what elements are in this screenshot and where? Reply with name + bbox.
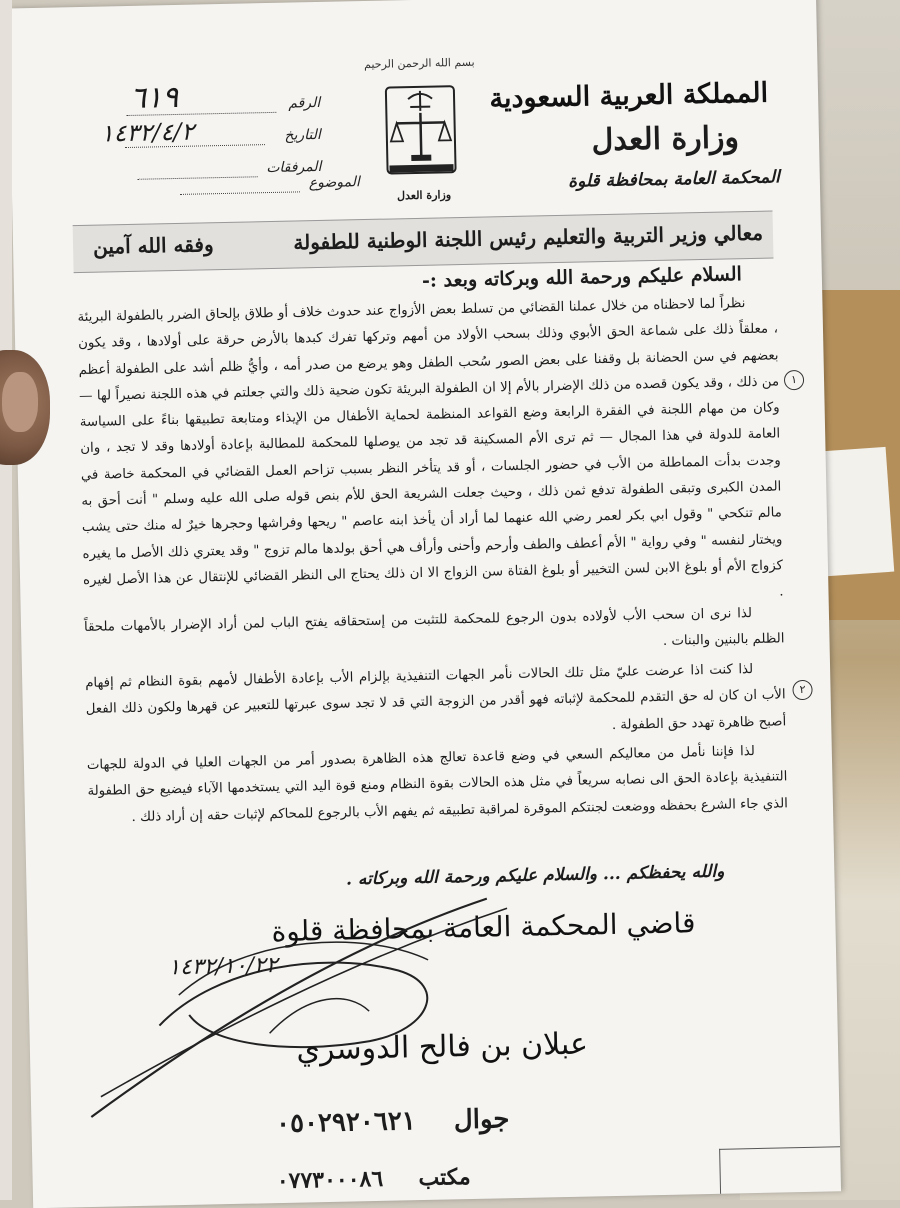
mobile-number xyxy=(276,1104,510,1139)
mobile-value: ٠٥٠٢٩٢٠٦٢١ xyxy=(275,1106,417,1140)
closing-salutation: والله يحفظكم ... والسلام عليكم ورحمة الله وبركاته . xyxy=(345,861,725,890)
letter-page xyxy=(8,0,841,1208)
margin-mark-1: ١ xyxy=(784,370,804,390)
attachments-label: المرفقات xyxy=(266,158,322,177)
paragraph-3 xyxy=(85,656,786,750)
paragraph-3-text: لذا كنت اذا عرضت عليّ مثل تلك الحالات نأمر الجهات التنفيذية بإلزام الأب بإعادة الأطفال لأمهم بقوة النظام ثم إفهام الأب ان كان له حق التقدم للمحكمة لإثباته فهو أقدر من الزوجة التي قد لا تجد سوى عبرتها للتعبير عن قهرها ولكون ذلك الفعل أصبح ظاهرة تهدد حق الطفولة . xyxy=(85,662,787,733)
margin-mark-2: ٢ xyxy=(792,680,812,700)
handwritten-signature xyxy=(67,887,552,1127)
emblem-caption: وزارة العدل xyxy=(396,188,452,203)
office-value: ٠٧٧٣٠٠٠٨٦ xyxy=(276,1165,384,1195)
office-number xyxy=(277,1164,471,1194)
court-name: المحكمة العامة بمحافظة قلوة xyxy=(567,167,781,192)
paragraph-4-text: لذا فإننا نأمل من معاليكم السعي في وضع قاعدة تعالج هذه الظاهرة بصدور أمر من الجهات العليا في الدولة للجهات التنفيذية بإعادة الحق الى نصابه سريعاً في مثل هذه الحالات بقوة النظام ومنع قوة اليد التي يستخدمها الآباء فيضيع حق الطفولة الذي جاء الشرع بحفظه ووضعت لجنتكم الموقرة لمراقبة تطبيقه ثم يفهم الأب بالرجوع للمحاكم لإثبات حقه إن أراد ذلك . xyxy=(86,743,789,825)
number-label: الرقم xyxy=(288,94,321,112)
handwritten-date: ١٤٣٢/٤/٢ xyxy=(100,117,195,148)
reference-fields xyxy=(90,75,323,220)
judge-title: قاضي المحكمة العامة بمحافظة قلوة xyxy=(271,906,696,949)
thumbnail-nail xyxy=(2,372,38,432)
paragraph-1 xyxy=(77,290,783,620)
judge-name: عبلان بن فالح الدوسري xyxy=(296,1026,589,1068)
subject-label: الموضوع xyxy=(308,174,360,192)
basmala: بسم الله الرحمن الرحيم xyxy=(363,55,475,72)
addressee-blessing: وفقه الله آمين xyxy=(92,232,214,259)
paragraph-1-text: نظراً لما لاحظناه من خلال عملنا القضائي من تسلط بعض الأزواج عند حدوث خلاف أو طلاق بإلحاق الضرر بالطفولة البريئة ، معلقاً ذلك على شماعة الحق الأبوي وذلك بسحب الأولاد من أمهم وتركها تفرك كبدها بالأرض حرقة على أولادها ، وقد يكون بعضهم في سن الحضانة بل وقفنا على بعض الصور سُحب الطفل وهو يرضع من صدر أمه ، وأيُّ ظلم أشد على الطفولة أعظم من ذلك ، وقد يكون قصده من ذلك الإضرار بالأم إلا ان الطفولة البريئة تكون ضحية ذلك والتي جعلتم في هذه اللجنة نصيراً لها — وكان من مهام اللجنة في الفقرة الرابعة وضع القواعد المنظمة لحماية الأطفال من الإيذاء ومتابعة تطبيقها بناءً على السياسة العامة للدولة في هذا المجال — ثم ترى الأم المسكينة قد تجد من يوصلها للمحكمة للمطالبة بإعادة أولادها وقد لا تجد ، وان وجدت بدأت المماطلة من الأب في حضور الجلسات ، أو قد يتأخر النظر بسبب تزاحم العمل القضائي في المحكمة خاصة في المدن الكبرى وتبقى الطفولة تدفع ثمن ذلك ، وحيث جعلت الشريعة الحق للأم بنص قوله صلى الله عليه وسلم " أنت أحق به مالم تنكحي " وقول ابي بكر لعمر رضي الله عنهما لما أراد أن يأخذ ابنه عاصم " ريحها وفراشها وحجرها خيرٌ له منك حتى يشب ويختار لنفسه " وفي رواية " الأم أعطف والطف وأرحم وأحنى وأرأف هي أحق بولدها مالم تزوج " وقد يعتري ذلك الأصل ما يغيره كزواج الأم أو بلوغ الابن لسن التخيير أو بلوغ الفتاة سن الزواج الا ان ذلك يحتاج الى النظر القضائي للإنتقال عن هذا الأصل لغيره . xyxy=(77,296,784,600)
greeting: السلام عليكم ورحمة الله وبركاته وبعد :- xyxy=(421,263,743,292)
attachments-line xyxy=(138,176,258,180)
addressee: معالي وزير التربية والتعليم رئيس اللجنة الوطنية للطفولة xyxy=(293,220,764,255)
ministry-name: وزارة العدل xyxy=(591,120,740,159)
ministry-emblem xyxy=(380,76,462,188)
date-label: التاريخ xyxy=(284,126,321,144)
paragraph-2-text: لذا نرى ان سحب الأب لأولاده بدون الرجوع للمحكمة للتثبت من إستحقاقه يفتح الباب لمن أراد الإضرار بالأمهات ملحقاً الظلم بالبنين والبنات . xyxy=(83,606,785,650)
handwritten-number: ٦١٩ xyxy=(129,79,179,116)
paper-edge xyxy=(0,0,12,1200)
signature-date: ١٤٣٢/١٠/٢٢ xyxy=(167,953,278,981)
footer-box xyxy=(719,1146,841,1195)
kingdom-name: المملكة العربية السعودية xyxy=(489,77,769,115)
letterhead xyxy=(49,47,780,212)
mobile-label: جوال xyxy=(453,1104,510,1136)
paragraph-4 xyxy=(87,738,788,832)
office-label: مكتب xyxy=(418,1164,471,1192)
